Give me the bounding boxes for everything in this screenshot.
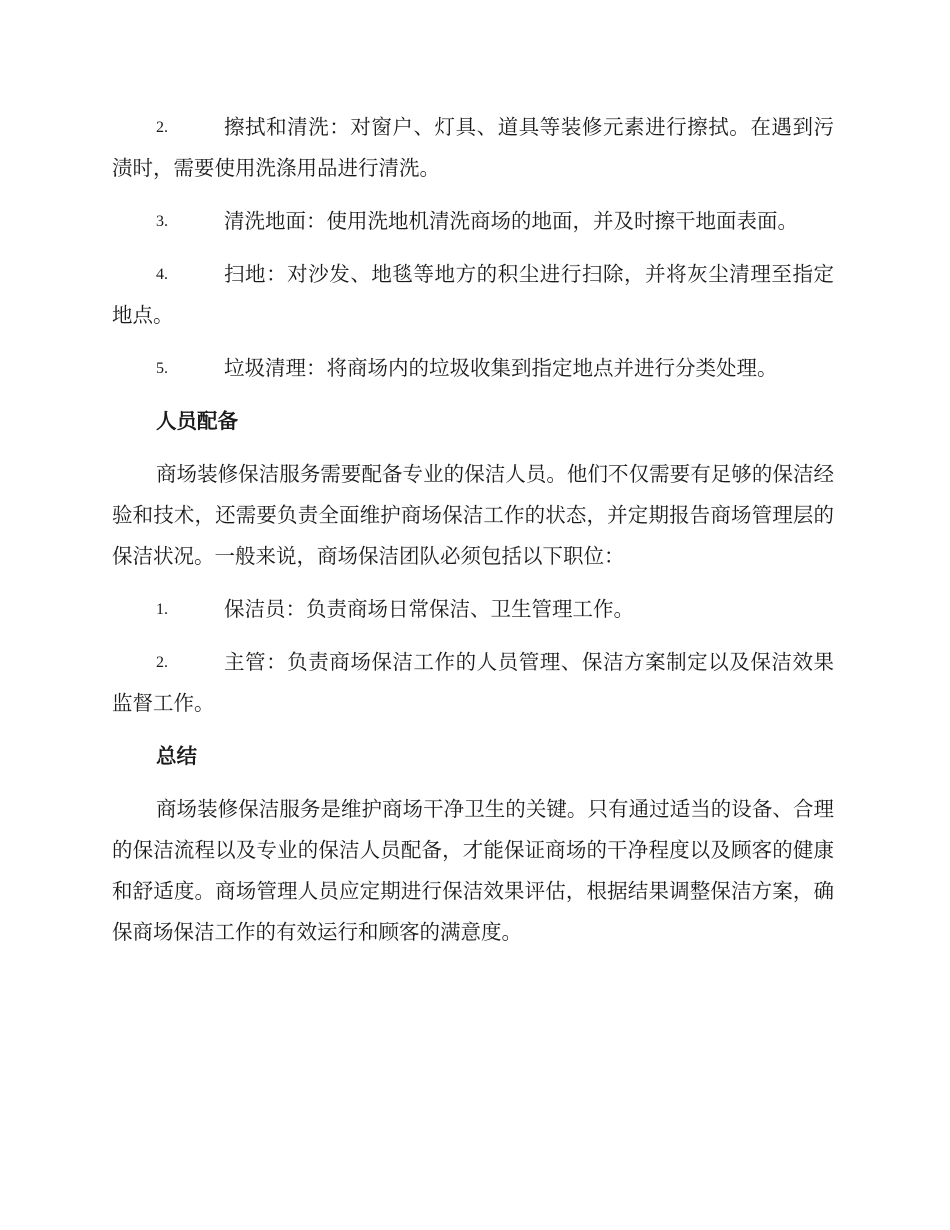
list-item-number: 5.	[156, 360, 168, 377]
list-item-number: 1.	[156, 601, 168, 618]
document-page	[112, 107, 834, 965]
list-item-text: 保洁员：负责商场日常保洁、卫生管理工作。	[224, 597, 634, 621]
list-item	[112, 107, 834, 189]
section-heading-summary: 总结	[156, 744, 197, 768]
list-item-text: 清洗地面：使用洗地机清洗商场的地面，并及时擦干地面表面。	[224, 209, 798, 233]
list-item-text: 扫地：对沙发、地毯等地方的积尘进行扫除，并将灰尘清理至指定地点。	[112, 262, 834, 327]
list-item-number: 2.	[156, 119, 168, 136]
list-item	[112, 589, 834, 630]
list-item-number: 4.	[156, 266, 168, 283]
list-item	[112, 348, 834, 389]
list-item-number: 2.	[156, 654, 168, 671]
list-item-number: 3.	[156, 213, 168, 230]
section-heading-staffing: 人员配备	[156, 409, 238, 433]
list-item-text: 擦拭和清洗：对窗户、灯具、道具等装修元素进行擦拭。在遇到污渍时，需要使用洗涤用品进行清洗。	[112, 115, 834, 180]
staffing-paragraph: 商场装修保洁服务需要配备专业的保洁人员。他们不仅需要有足够的保洁经验和技术，还需要负责全面维护商场保洁工作的状态，并定期报告商场管理层的保洁状况。一般来说，商场保洁团队必须包括以下职位：	[112, 462, 834, 568]
list-item	[112, 254, 834, 336]
list-item-text: 垃圾清理：将商场内的垃圾收集到指定地点并进行分类处理。	[224, 356, 778, 380]
list-item	[112, 201, 834, 242]
list-item	[112, 642, 834, 724]
summary-paragraph: 商场装修保洁服务是维护商场干净卫生的关键。只有通过适当的设备、合理的保洁流程以及专业的保洁人员配备，才能保证商场的干净程度以及顾客的健康和舒适度。商场管理人员应定期进行保洁效果评估，根据结果调整保洁方案，确保商场保洁工作的有效运行和顾客的满意度。	[112, 797, 834, 944]
list-item-text: 主管：负责商场保洁工作的人员管理、保洁方案制定以及保洁效果监督工作。	[112, 650, 834, 715]
